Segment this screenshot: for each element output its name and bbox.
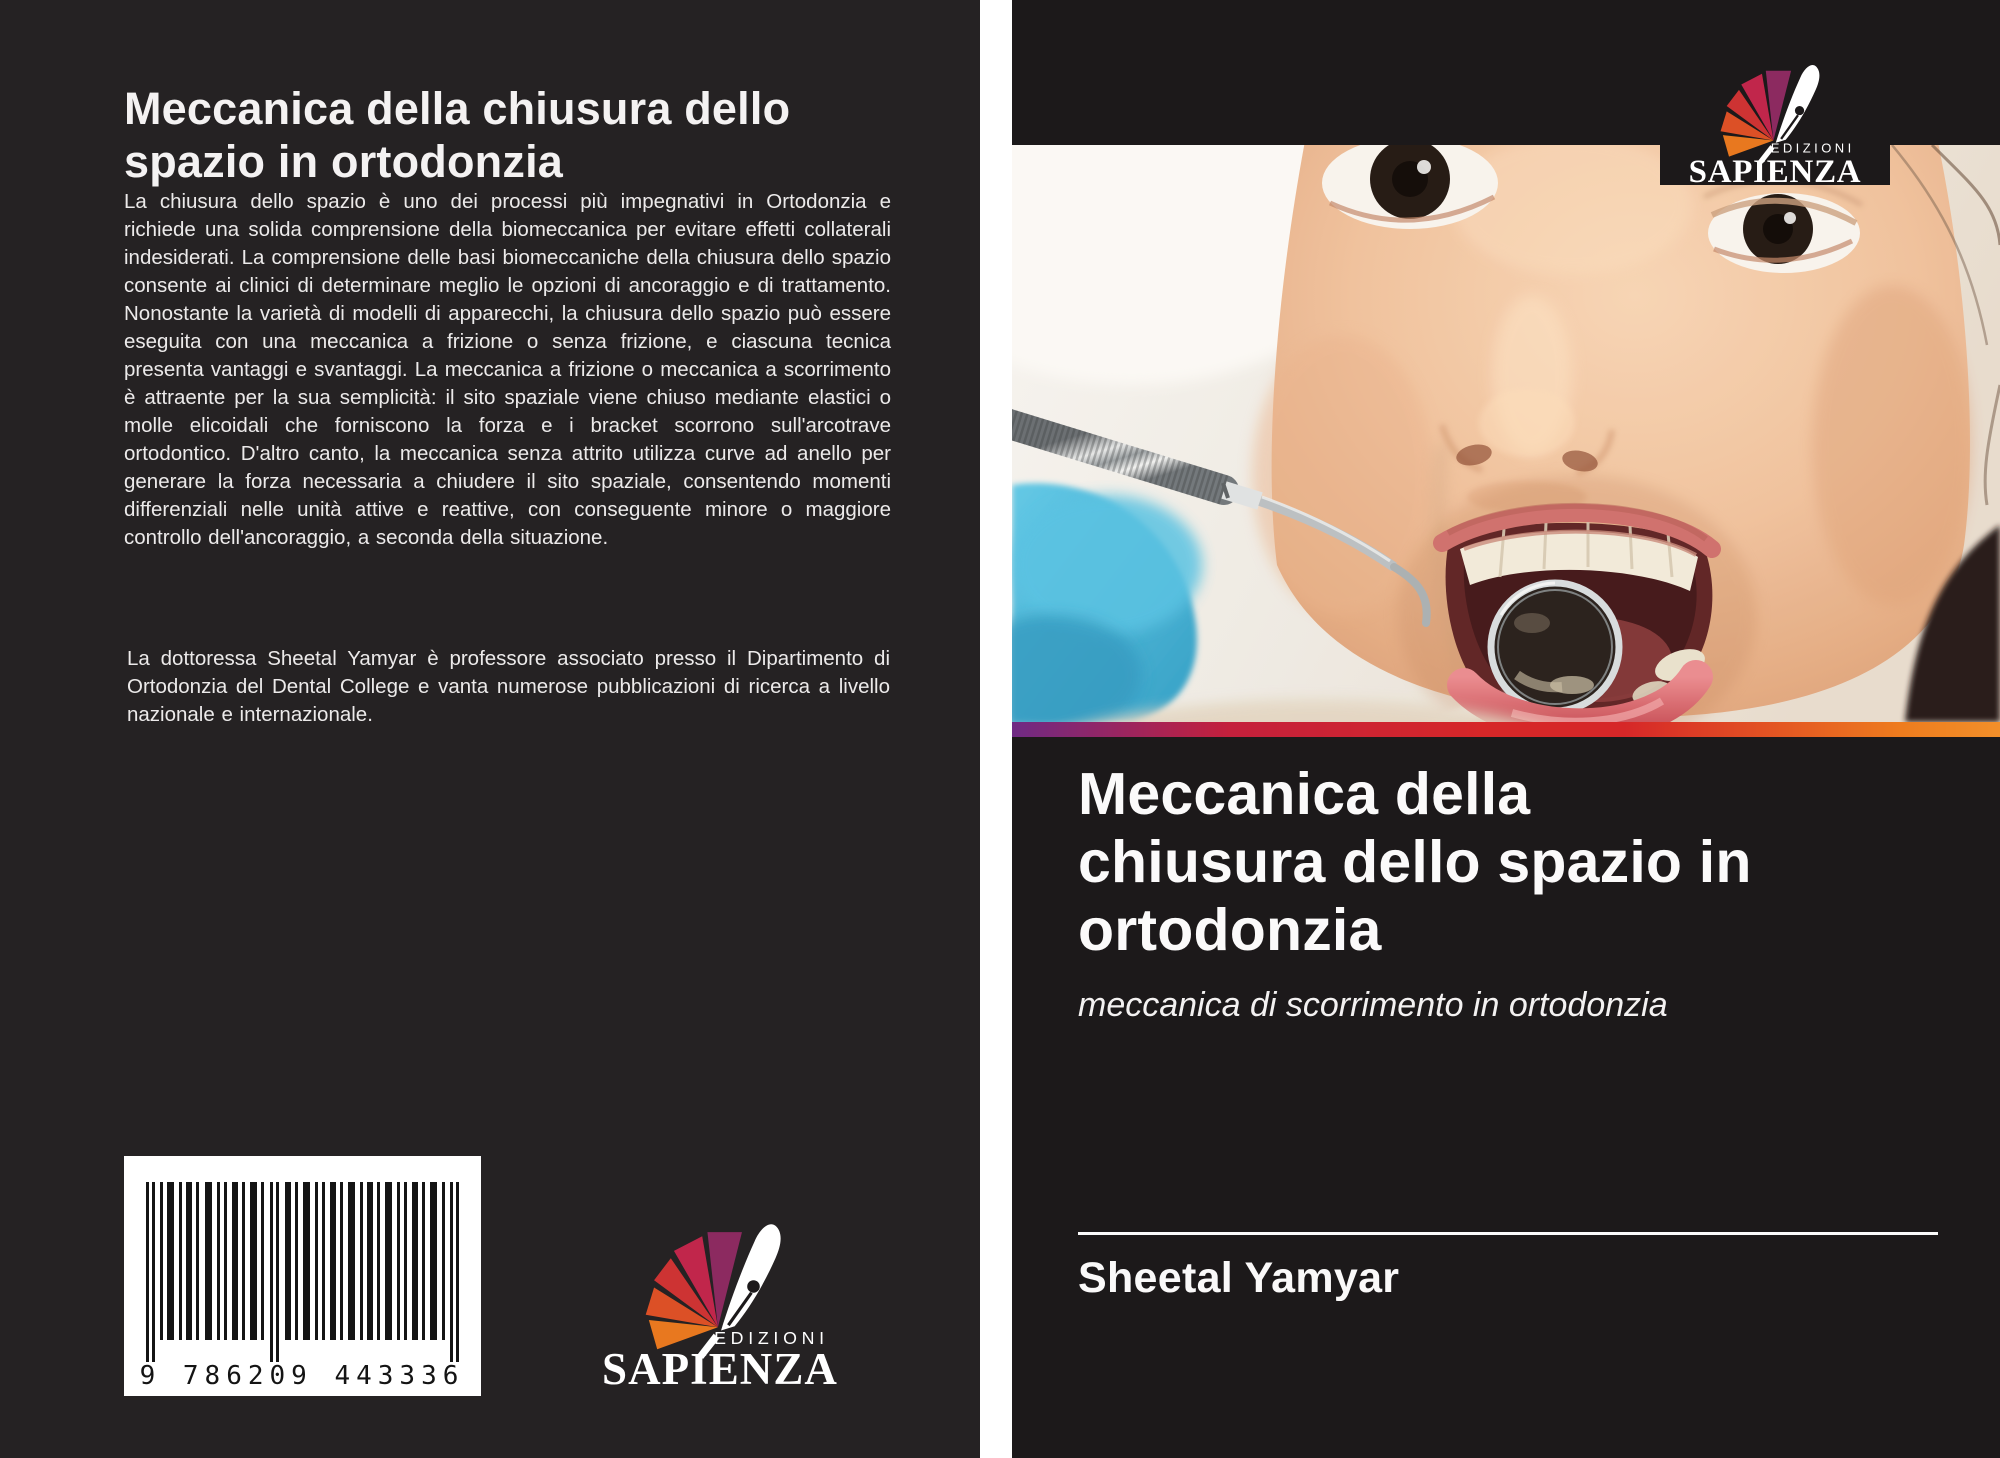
publisher-badge xyxy=(1660,53,1890,185)
cover-photo xyxy=(1012,145,2000,722)
barcode-digits: 9 786209 443336 xyxy=(139,1361,465,1391)
front-cover xyxy=(1012,0,2000,1458)
front-title-line-3: ortodonzia xyxy=(1078,897,1382,963)
dentist-child-photo xyxy=(1012,145,2000,722)
front-cover-subtitle: meccanica di scorrimento in ortodonzia xyxy=(1078,986,1668,1024)
author-divider-rule xyxy=(1078,1232,1938,1235)
back-cover-description: La chiusura dello spazio è uno dei processi più impegnativi in Ortodonzia e richiede una solida comprensione della biomeccanica per evitare effetti collaterali indesiderati. La comprensione delle basi biomeccaniche della chiusura dello spazio consente ai clinici di determinare meglio le opzioni di ancoraggio e di trattamento. Nonostante la varietà di modelli di apparecchi, la chiusura dello spazio può essere eseguita con una meccanica a frizione o senza frizione, e ciascuna tecnica presenta vantaggi e svantaggi. La meccanica a frizione o meccanica a scorrimento è attraente per la sua semplicità: il sito spaziale viene chiuso mediante elastici o molle elicoidali che forniscono la forza e i bracket scorrono sull'arcotrave ortodontico. D'altro canto, la meccanica senza attrito utilizza curve ad anello per generare la forza necessaria a chiudere il sito spaziale, consentendo momenti differenziali nelle unità attive e reattive, con conseguente minore o maggiore controllo dell'ancoraggio, a seconda della situazione. xyxy=(124,190,891,549)
author-bio: La dottoressa Sheetal Yamyar è professore associato presso il Dipartimento di Ortodonzia del Dental College e vanta numerose pubblicazioni di ricerca a livello nazionale e internazionale. xyxy=(127,647,890,726)
barcode-bars-icon xyxy=(124,1156,481,1396)
back-title-line-2: spazio in ortodonzia xyxy=(124,136,563,187)
author-name: Sheetal Yamyar xyxy=(1078,1254,1400,1302)
sapienza-logo-icon xyxy=(594,1208,846,1388)
front-cover-title xyxy=(1078,760,1958,964)
barcode xyxy=(124,1156,481,1396)
back-title-line-1: Meccanica della chiusura dello xyxy=(124,83,791,134)
front-title-line-1: Meccanica della xyxy=(1078,761,1531,827)
back-cover xyxy=(0,0,980,1458)
sapienza-logo-icon xyxy=(1683,53,1867,185)
accent-gradient-bar xyxy=(1012,722,2000,737)
back-cover-title xyxy=(124,82,864,188)
book-spine xyxy=(980,0,1012,1458)
front-title-line-2: chiusura dello spazio in xyxy=(1078,829,1752,895)
